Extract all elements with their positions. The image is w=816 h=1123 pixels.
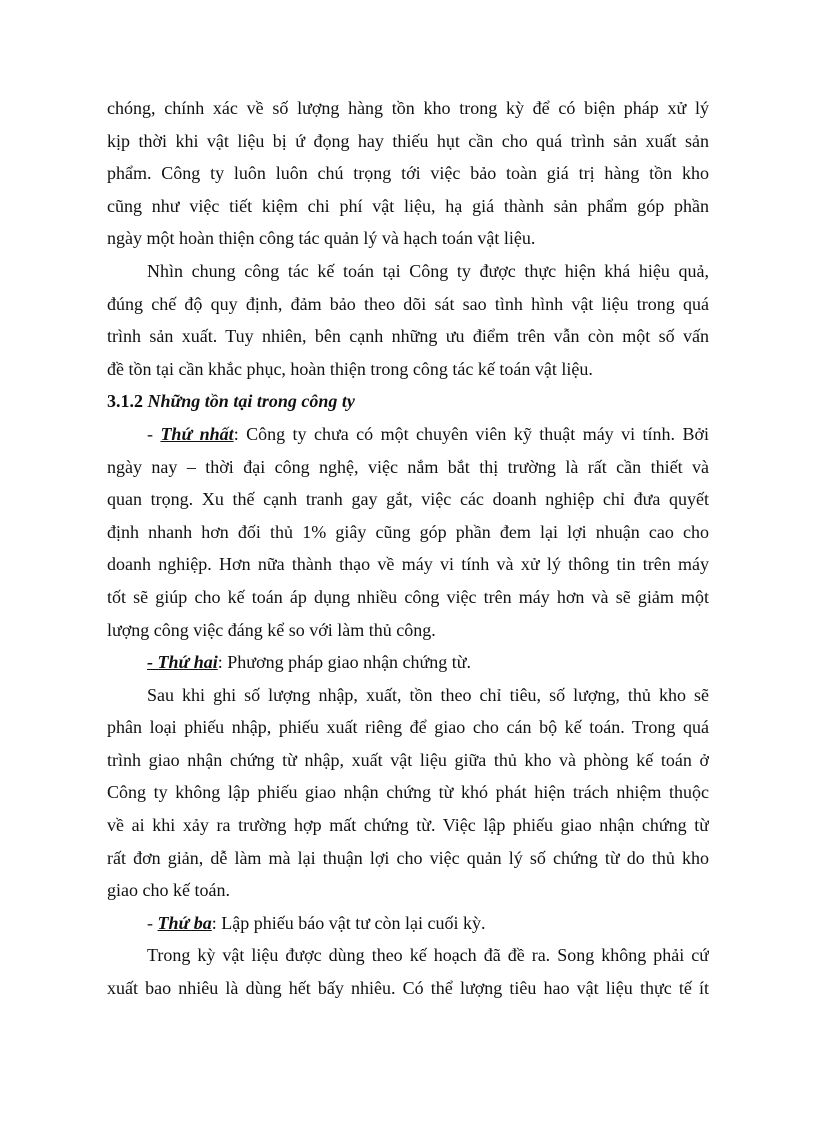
text-line: doanh nghiệp. Hơn nữa thành thạo về máy vi tính và xử lý thông tin trên máy — [107, 554, 709, 575]
section-heading — [107, 385, 709, 418]
item-text: : Công ty chưa có một chuyên viên kỹ thuật máy vi tính. Bởi — [233, 423, 709, 444]
text-line: kịp thời khi vật liệu bị ứ đọng hay thiếu hụt cần cho quá trình sản xuất sản — [107, 130, 709, 151]
text-line: chóng, chính xác về số lượng hàng tồn kho trong kỳ để có biện pháp xử lý — [107, 98, 709, 118]
text-line: quan trọng. Xu thế cạnh tranh gay gắt, việc các doanh nghiệp chỉ đưa quyết — [107, 489, 709, 510]
text-line: tốt sẽ giúp cho kế toán áp dụng nhiều công việc trên máy hơn và sẽ giảm một — [107, 586, 709, 607]
text-line: phân loại phiếu nhập, phiếu xuất riêng để giao cho cán bộ kế toán. Trong quá — [107, 717, 709, 738]
text-line: trình sản xuất. Tuy nhiên, bên cạnh những ưu điểm trên vẫn còn một số vấn — [107, 326, 709, 347]
text-line: định nhanh hơn đối thủ 1% giây cũng góp phần đem lại lợi nhuận cao cho — [107, 521, 709, 542]
text-line: ngày một hoàn thiện công tác quản lý và hạch toán vật liệu. — [107, 228, 536, 249]
text-line: rất đơn giản, dễ làm mà lại thuận lợi cho việc quản lý số chứng từ do thủ kho — [107, 847, 709, 868]
text-line: Sau khi ghi số lượng nhập, xuất, tồn theo chỉ tiêu, số lượng, thủ kho sẽ — [147, 684, 709, 705]
text-line: trình giao nhận chứng từ nhập, xuất vật liệu giữa thủ kho và phòng kế toán ở — [107, 749, 709, 770]
text-line: về ai khi xảy ra trường hợp mất chứng từ. Việc lập phiếu giao nhận chứng từ — [107, 815, 709, 836]
text-line: giao cho kế toán. — [107, 880, 230, 901]
text-line: lượng công việc đáng kể so với làm thủ công. — [107, 619, 436, 640]
item-lead: Thứ nhất — [160, 423, 234, 444]
paragraph — [107, 939, 709, 1004]
text-line: đề tồn tại cần khắc phục, hoàn thiện trong công tác kế toán vật liệu. — [107, 358, 593, 379]
text-line: phẩm. Công ty luôn luôn chú trọng tới việc bảo toàn giá trị hàng tồn kho — [107, 163, 709, 184]
text-line — [107, 418, 709, 451]
list-item — [107, 646, 709, 679]
paragraph — [107, 92, 709, 255]
section-number: 3.1.2 — [107, 391, 143, 412]
text-line: Nhìn chung công tác kế toán tại Công ty được thực hiện khá hiệu quả, — [147, 260, 709, 281]
document-page — [107, 92, 709, 1005]
item-lead: - Thứ hai — [147, 652, 218, 673]
text-line: ngày nay – thời đại công nghệ, việc nắm bắt thị trường là rất cần thiết và — [107, 456, 709, 477]
item-text: : Lập phiếu báo vật tư còn lại cuối kỳ. — [211, 912, 486, 933]
paragraph — [107, 679, 709, 907]
item-dash: - — [147, 423, 161, 444]
paragraph — [107, 255, 709, 385]
item-lead: Thứ ba — [157, 912, 212, 933]
text-line: xuất bao nhiêu là dùng hết bấy nhiêu. Có thể lượng tiêu hao vật liệu thực tế ít — [107, 978, 709, 999]
section-title: Những tồn tại trong công ty — [147, 391, 355, 412]
text-line: Trong kỳ vật liệu được dùng theo kế hoạch đã đề ra. Song không phải cứ — [147, 945, 709, 966]
item-dash: - — [147, 912, 158, 933]
list-item — [107, 907, 709, 940]
list-item — [107, 418, 709, 646]
text-line: đúng chế độ quy định, đảm bảo theo dõi sát sao tình hình vật liệu trong quá — [107, 293, 709, 314]
text-line: Công ty không lập phiếu giao nhận chứng từ khó phát hiện trách nhiệm thuộc — [107, 782, 709, 803]
text-line: cũng như việc tiết kiệm chi phí vật liệu, hạ giá thành sản phẩm góp phần — [107, 195, 709, 216]
item-text: : Phương pháp giao nhận chứng từ. — [217, 652, 472, 673]
